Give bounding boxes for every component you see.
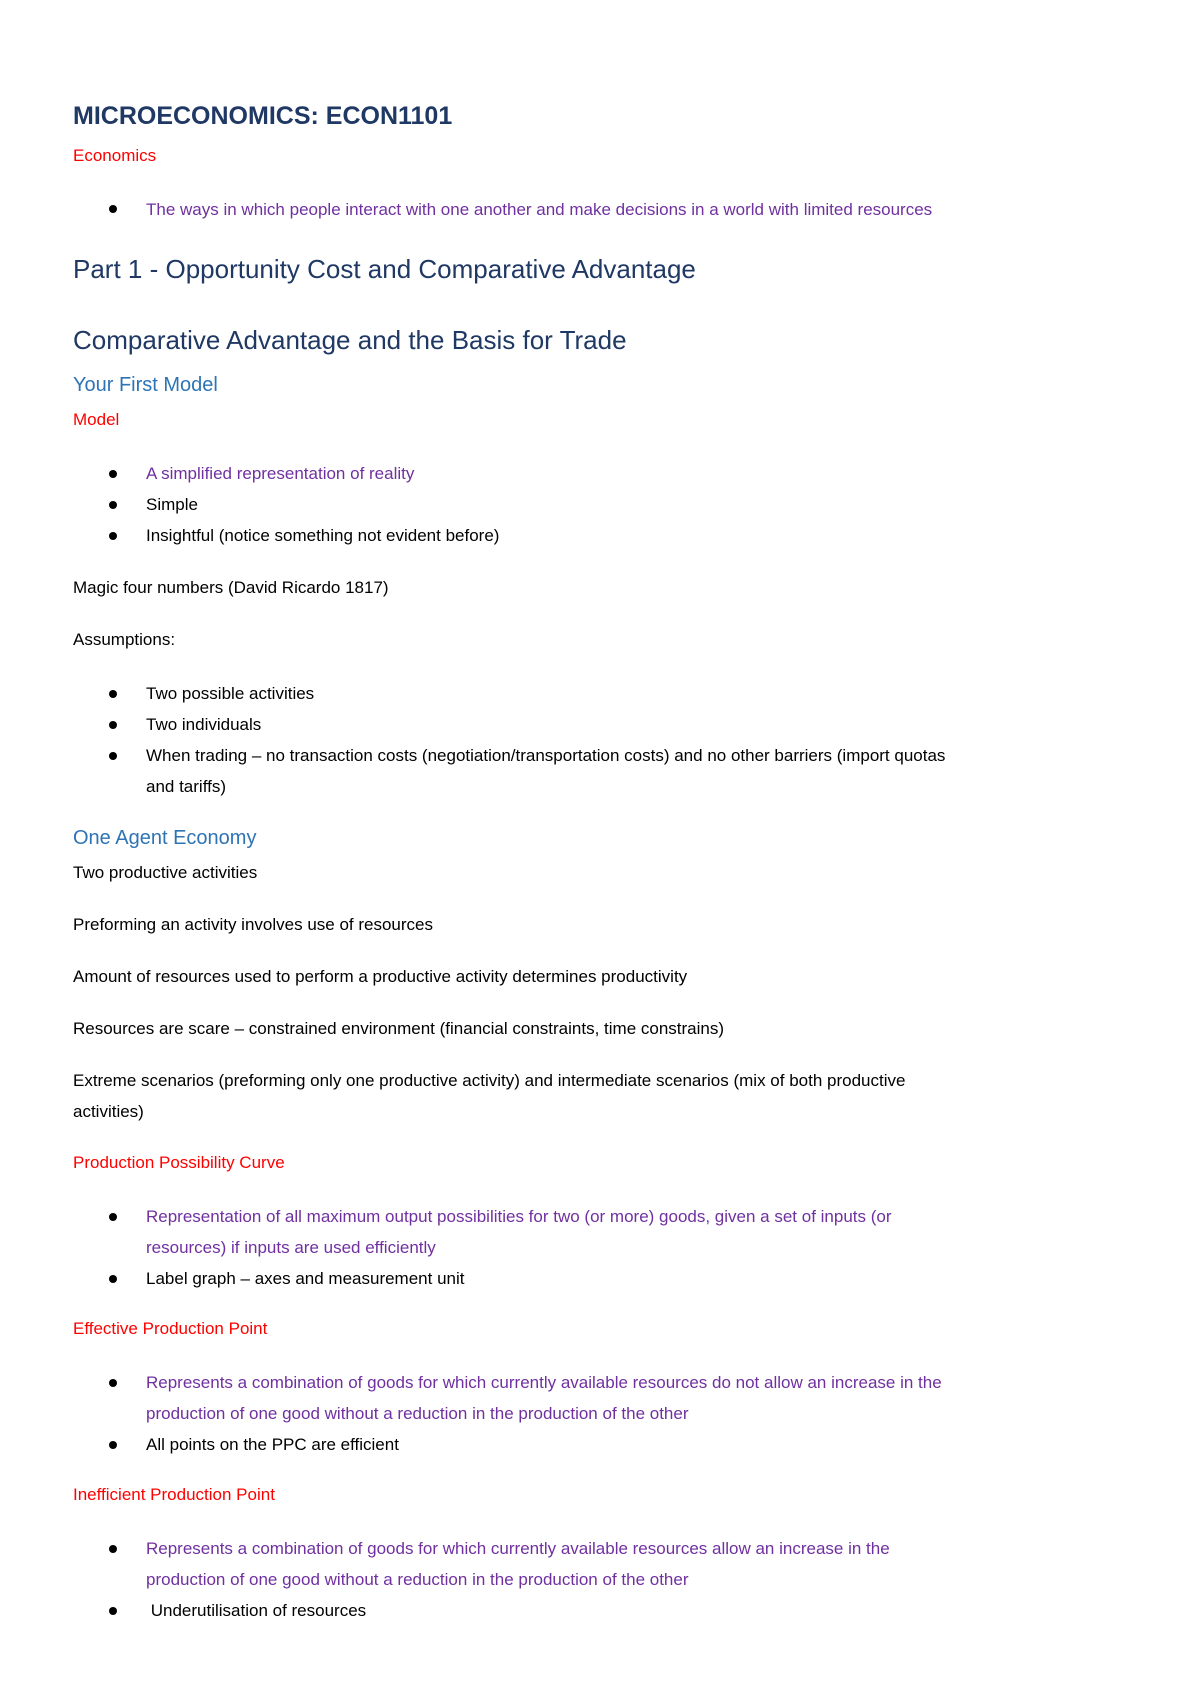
economics-bullet-1: The ways in which people interact with one another and make decisions in a world with limited resources (146, 200, 933, 219)
one-agent-paragraph-5-cont: activities) (73, 1102, 144, 1121)
bullet-dot (109, 205, 117, 213)
one-agent-paragraph-4: Resources are scare – constrained environment (financial constraints, time constrains) (73, 1019, 725, 1038)
ppc-bullet-1: Representation of all maximum output possibilities for two (or more) goods, given a set of inputs (or (146, 1207, 892, 1226)
economics-label: Economics (73, 146, 157, 165)
inefficient-label: Inefficient Production Point (73, 1485, 275, 1504)
inefficient-bullet-1-cont: production of one good without a reduction in the production of the other (146, 1570, 689, 1589)
model-bullet-1: A simplified representation of reality (146, 464, 415, 483)
model-bullet-2: Simple (146, 495, 198, 514)
your-first-model-heading: Your First Model (73, 374, 218, 396)
document-title: MICROECONOMICS: ECON1101 (73, 102, 453, 130)
one-agent-paragraph-2: Preforming an activity involves use of resources (73, 915, 433, 934)
one-agent-paragraph-5: Extreme scenarios (preforming only one productive activity) and intermediate scenarios (mix of both productive (73, 1071, 906, 1090)
assumption-bullet-2: Two individuals (146, 715, 262, 734)
one-agent-heading: One Agent Economy (73, 827, 257, 849)
ppc-bullet-1-cont: resources) if inputs are used efficiently (146, 1238, 436, 1257)
section-heading: Comparative Advantage and the Basis for Trade (73, 325, 627, 355)
inefficient-bullet-1: Represents a combination of goods for which currently available resources allow an increase in the (146, 1539, 890, 1558)
bullet-dot (109, 752, 117, 760)
assumption-bullet-3: When trading – no transaction costs (negotiation/transportation costs) and no other barriers (import quotas (146, 746, 946, 765)
bullet-dot (109, 1545, 117, 1553)
bullet-dot (109, 1379, 117, 1387)
effective-bullet-1-cont: production of one good without a reduction in the production of the other (146, 1404, 689, 1423)
inefficient-bullet-2: Underutilisation of resources (146, 1601, 367, 1620)
bullet-dot (109, 690, 117, 698)
bullet-dot (109, 1275, 117, 1283)
bullet-dot (109, 470, 117, 478)
bullet-dot (109, 1441, 117, 1449)
assumptions-label: Assumptions: (73, 630, 176, 649)
assumption-bullet-1: Two possible activities (146, 684, 315, 703)
part1-heading: Part 1 - Opportunity Cost and Comparative Advantage (73, 254, 696, 284)
one-agent-paragraph-3: Amount of resources used to perform a productive activity determines productivity (73, 967, 688, 986)
model-label: Model (73, 410, 120, 429)
magic-numbers-text: Magic four numbers (David Ricardo 1817) (73, 578, 389, 597)
bullet-dot (109, 721, 117, 729)
effective-label: Effective Production Point (73, 1319, 268, 1338)
ppc-bullet-2: Label graph – axes and measurement unit (146, 1269, 465, 1288)
bullet-dot (109, 501, 117, 509)
one-agent-paragraph-1: Two productive activities (73, 863, 258, 882)
bullet-dot (109, 1607, 117, 1615)
model-bullet-3: Insightful (notice something not evident before) (146, 526, 500, 545)
effective-bullet-1: Represents a combination of goods for which currently available resources do not allow an increase in the (146, 1373, 942, 1392)
ppc-label: Production Possibility Curve (73, 1153, 285, 1172)
bullet-dot (109, 532, 117, 540)
assumption-bullet-3-cont: and tariffs) (146, 777, 227, 796)
bullet-dot (109, 1213, 117, 1221)
effective-bullet-2: All points on the PPC are efficient (146, 1435, 399, 1454)
